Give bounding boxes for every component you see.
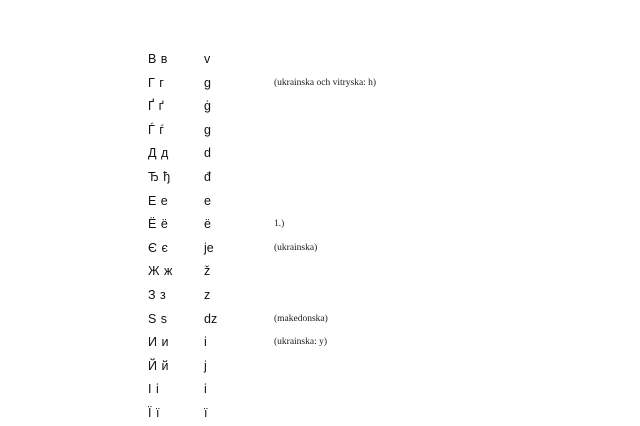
cell-letters: Ж ж xyxy=(148,264,173,279)
table-row xyxy=(148,378,376,402)
cell-letters: Д д xyxy=(148,146,169,161)
table-row xyxy=(148,72,376,96)
cell-letters: Е е xyxy=(148,193,169,208)
cell-letters: Ґ ґ xyxy=(148,99,165,114)
cell-note xyxy=(274,190,376,214)
cell-letters: З з xyxy=(148,287,167,302)
cell-letters: Ѓ ѓ xyxy=(148,122,165,137)
cell-translit: z xyxy=(204,287,211,302)
cell-note xyxy=(274,260,376,284)
table-row xyxy=(148,355,376,379)
table-row xyxy=(148,260,376,284)
transliteration-table xyxy=(148,48,376,426)
cell-letters: Г г xyxy=(148,75,165,90)
cell-note xyxy=(274,48,376,72)
cell-note xyxy=(274,95,376,119)
table-row xyxy=(148,331,376,355)
table-row xyxy=(148,95,376,119)
cell-translit: ï xyxy=(204,405,208,420)
cell-letters: Ї ї xyxy=(148,405,160,420)
cell-note: (ukrainska) xyxy=(274,242,318,253)
cell-note: (makedonska) xyxy=(274,313,328,324)
cell-note xyxy=(274,378,376,402)
cell-note xyxy=(274,284,376,308)
cell-translit: je xyxy=(204,240,214,255)
table-row xyxy=(148,190,376,214)
cell-note xyxy=(274,142,376,166)
cell-translit: g xyxy=(204,122,211,137)
cell-note: (ukrainska: y) xyxy=(274,337,328,348)
cell-translit: ġ xyxy=(204,99,211,114)
cell-note: 1.) xyxy=(274,219,285,230)
cell-translit: đ xyxy=(204,169,211,184)
table-row xyxy=(148,166,376,190)
table-row xyxy=(148,213,376,237)
cell-translit: e xyxy=(204,193,211,208)
cell-translit: dz xyxy=(204,311,218,326)
cell-letters: Ђ ђ xyxy=(148,169,171,184)
cell-letters: Й й xyxy=(148,358,169,373)
transliteration-table-wrapper xyxy=(148,48,376,426)
cell-translit: v xyxy=(204,52,211,66)
cell-letters: І і xyxy=(148,382,160,397)
table-row xyxy=(148,237,376,261)
cell-translit: g xyxy=(204,75,211,90)
cell-letters: В в xyxy=(148,52,168,66)
cell-letters: Ё ё xyxy=(148,217,169,232)
cell-letters: Є є xyxy=(148,240,169,255)
cell-note xyxy=(274,119,376,143)
table-row xyxy=(148,402,376,426)
cell-translit: ž xyxy=(204,264,211,279)
cell-letters: И и xyxy=(148,335,169,350)
cell-translit: d xyxy=(204,146,211,161)
cell-note xyxy=(274,166,376,190)
cell-translit: ë xyxy=(204,217,211,232)
table-row xyxy=(148,119,376,143)
cell-translit: i xyxy=(204,335,207,350)
cell-note xyxy=(274,402,376,426)
table-row xyxy=(148,284,376,308)
cell-translit: j xyxy=(204,358,207,373)
table-body xyxy=(148,48,376,426)
table-row xyxy=(148,308,376,332)
table-row xyxy=(148,142,376,166)
cell-letters: Ѕ ѕ xyxy=(148,311,168,326)
cell-translit: i xyxy=(204,382,207,397)
cell-note xyxy=(274,355,376,379)
table-row xyxy=(148,48,376,72)
cell-note: (ukrainska och vitryska: h) xyxy=(274,77,377,88)
